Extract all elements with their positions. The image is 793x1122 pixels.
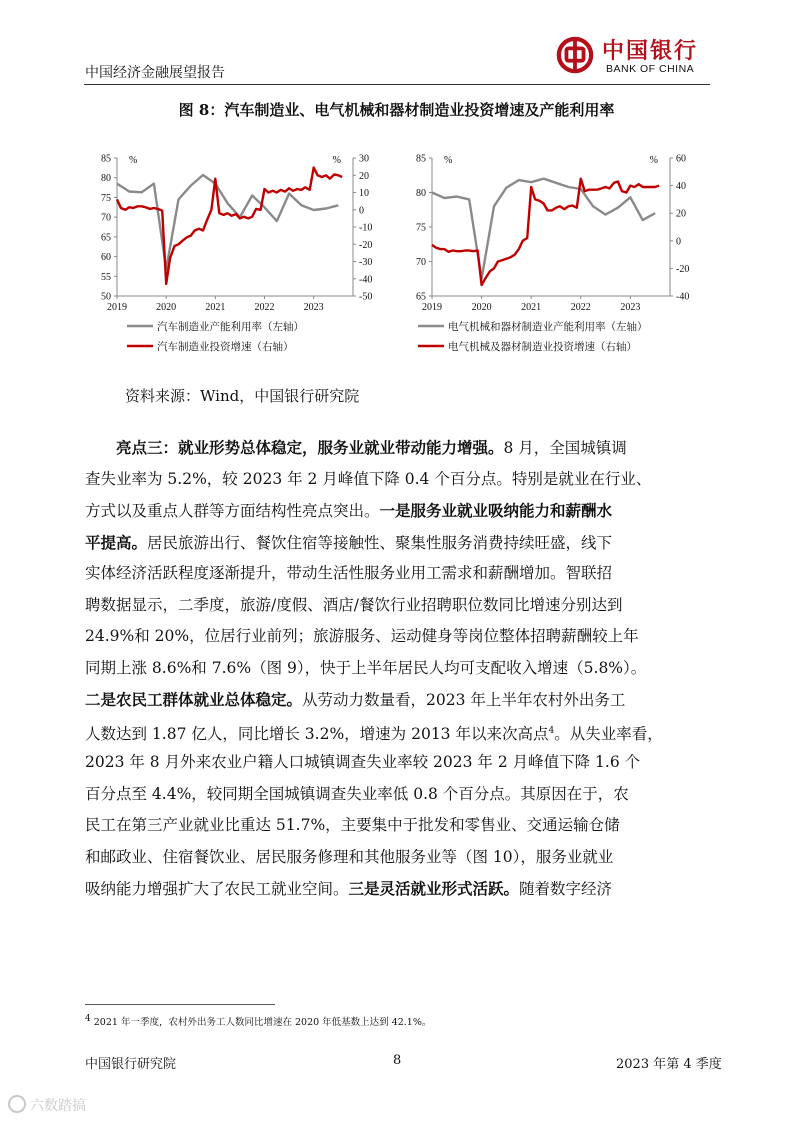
text-run: 查失业率为 5.2%，较 2023 年 2 月峰值下降 0.4 个百分点。特别是就业在行业、 — [85, 469, 652, 488]
figure-source: 资料来源：Wind，中国银行研究院 — [125, 387, 360, 405]
right-tick-label: 20 — [676, 208, 686, 220]
body-line — [85, 464, 710, 496]
x-tick-label: 2023 — [303, 302, 324, 313]
right-tick-label: -20 — [359, 239, 373, 251]
x-tick-label: 2023 — [620, 302, 641, 313]
body-line — [85, 716, 710, 748]
body-line — [85, 684, 710, 716]
legend-label: 汽车制造业投资增速（右轴） — [157, 341, 294, 353]
footer-institution: 中国银行研究院 — [85, 1057, 177, 1072]
text-run: 随着数字经济 — [519, 880, 613, 898]
x-tick-label: 2020 — [471, 302, 492, 313]
legend-label: 汽车制造业产能利用率（左轴） — [157, 321, 304, 333]
right-tick-label: -20 — [676, 263, 690, 275]
left-tick-label: 65 — [416, 291, 426, 303]
text-run: 人数达到 1.87 亿人，同比增长 3.2%，增速为 2013 年以来次高点 — [85, 724, 549, 743]
footnote-rule — [85, 1004, 275, 1005]
left-unit-label: % — [129, 155, 138, 166]
text-run: 聘数据显示，二季度，旅游/度假、酒店/餐饮行业招聘职位数同比增速分别达到 — [85, 595, 623, 614]
page-number: 8 — [393, 1053, 402, 1068]
right-tick-label: -30 — [359, 257, 373, 268]
report-title: 中国经济金融展望报告 — [85, 65, 225, 81]
body-text — [85, 432, 710, 905]
body-line — [85, 873, 710, 905]
right-tick-label: 40 — [676, 181, 686, 193]
text-run: 2023 年 8 月外来农业户籍人口城镇调查失业率较 2023 年 2 月峰值下降 1.6 个 — [85, 753, 641, 771]
bold-phrase: 三是灵活就业形式活跃。 — [348, 879, 520, 898]
left-tick-label: 80 — [101, 173, 111, 185]
left-tick-label: 75 — [101, 192, 111, 204]
right-tick-label: 20 — [359, 170, 369, 182]
bold-phrase: 平提高。 — [85, 532, 148, 552]
watermark — [8, 1095, 86, 1115]
left-tick-label: 75 — [416, 222, 426, 234]
series-line-1 — [432, 179, 659, 285]
x-tick-label: 2019 — [107, 302, 127, 313]
body-line — [85, 810, 710, 842]
bank-logo — [556, 33, 726, 81]
legend-label: 电气机械及器材制造业投资增速（右轴） — [448, 341, 637, 353]
left-tick-label: 65 — [101, 232, 111, 244]
left-tick-label: 80 — [416, 188, 426, 199]
text-run: 吸纳能力增强扩大了农民工就业空间。 — [85, 880, 349, 898]
body-line — [85, 842, 710, 874]
chart-auto-manufacturing — [85, 146, 385, 371]
series-line-0 — [117, 175, 338, 269]
legend-label: 电气机械和器材制造业产能利用率（左轴） — [448, 321, 648, 333]
body-line — [85, 779, 710, 811]
left-tick-label: 60 — [101, 252, 111, 264]
text-run: 百分点至 4.4%，较同期全国城镇调查失业率低 0.8 个百分点。其原因在于，农 — [85, 784, 629, 803]
right-tick-label: -40 — [359, 274, 373, 286]
x-tick-label: 2020 — [156, 302, 177, 313]
right-tick-label: 0 — [676, 236, 681, 248]
footnote-text: 2021 年一季度，农村外出务工人数同比增速在 2020 年低基数上达到 42.1%。 — [93, 1017, 432, 1029]
text-run: 从劳动力数量看，2023 年上半年农村外出务工 — [302, 691, 626, 709]
left-tick-label: 85 — [101, 153, 111, 165]
footnote-marker: 4 — [85, 1014, 91, 1024]
body-line — [85, 558, 710, 590]
x-tick-label: 2022 — [254, 302, 275, 313]
right-unit-label: % — [649, 155, 658, 166]
left-tick-label: 70 — [101, 212, 111, 224]
left-tick-label: 85 — [416, 153, 426, 165]
logo-chinese-name: 中国银行 — [602, 38, 699, 64]
bold-phrase: 二是农民工群体就业总体稳定。 — [85, 690, 303, 709]
text-run: 8 月，全国城镇调 — [503, 439, 627, 457]
body-line — [85, 495, 710, 527]
body-line — [85, 432, 710, 464]
text-run: 方式以及重点人群等方面结构性亮点突出。 — [85, 502, 380, 520]
left-tick-label: 50 — [101, 291, 111, 303]
header-rule — [84, 84, 710, 85]
left-tick-label: 55 — [101, 271, 111, 283]
bold-phrase: 亮点三：就业形势总体稳定，服务业就业带动能力增强。 — [116, 438, 504, 457]
text-run: 同期上涨 8.6%和 7.6%（图 9），快于上半年居民人均可支配收入增速（5.8%）。 — [85, 658, 647, 677]
text-run: 。从失业率看， — [554, 724, 663, 743]
x-tick-label: 2021 — [521, 302, 542, 313]
right-tick-label: -10 — [359, 222, 373, 234]
x-tick-label: 2021 — [205, 302, 226, 313]
text-run: 24.9%和 20%，位居行业前列；旅游服务、运动健身等岗位整体招聘薪酬较上年 — [85, 627, 639, 645]
body-line — [85, 747, 710, 779]
right-tick-label: 30 — [359, 153, 369, 165]
chart-electrical-machinery — [400, 146, 715, 371]
footer-quarter: 2023 年第 4 季度 — [616, 1057, 722, 1072]
watermark-icon — [8, 1095, 26, 1113]
text-run: 居民旅游出行、餐饮住宿等接触性、聚集性服务消费持续旺盛，线下 — [147, 533, 613, 552]
bold-phrase: 一是服务业就业吸纳能力和薪酬水 — [379, 501, 613, 520]
footnote-ref: 4 — [548, 725, 555, 736]
text-run: 和邮政业、住宿餐饮业、居民服务修理和其他服务业等（图 10），服务业就业 — [85, 847, 614, 866]
body-line — [85, 621, 710, 653]
x-tick-label: 2019 — [422, 302, 442, 313]
text-run: 实体经济活跃程度逐渐提升，带动生活性服务业用工需求和薪酬增加。智联招 — [85, 564, 613, 582]
logo-english-name: BANK OF CHINA — [606, 63, 695, 75]
left-unit-label: % — [444, 155, 453, 166]
body-line — [85, 653, 710, 685]
series-line-0 — [432, 179, 655, 279]
bank-of-china-logo-icon — [556, 36, 594, 74]
body-line — [85, 527, 710, 559]
text-run: 民工在第三产业就业比重达 51.7%，主要集中于批发和零售业、交通运输仓储 — [85, 816, 620, 834]
watermark-text: 六数踏搞 — [30, 1098, 86, 1114]
x-tick-label: 2022 — [570, 302, 591, 313]
right-tick-label: 0 — [359, 205, 364, 217]
right-tick-label: -40 — [676, 291, 690, 303]
right-tick-label: 10 — [359, 188, 369, 199]
footnote — [85, 1014, 431, 1028]
right-unit-label: % — [332, 155, 341, 166]
right-tick-label: -50 — [359, 291, 373, 303]
left-tick-label: 70 — [416, 257, 426, 268]
body-line — [85, 590, 710, 622]
right-tick-label: 60 — [676, 153, 686, 165]
figure-title: 图 8：汽车制造业、电气机械和器材制造业投资增速及产能利用率 — [178, 101, 615, 119]
